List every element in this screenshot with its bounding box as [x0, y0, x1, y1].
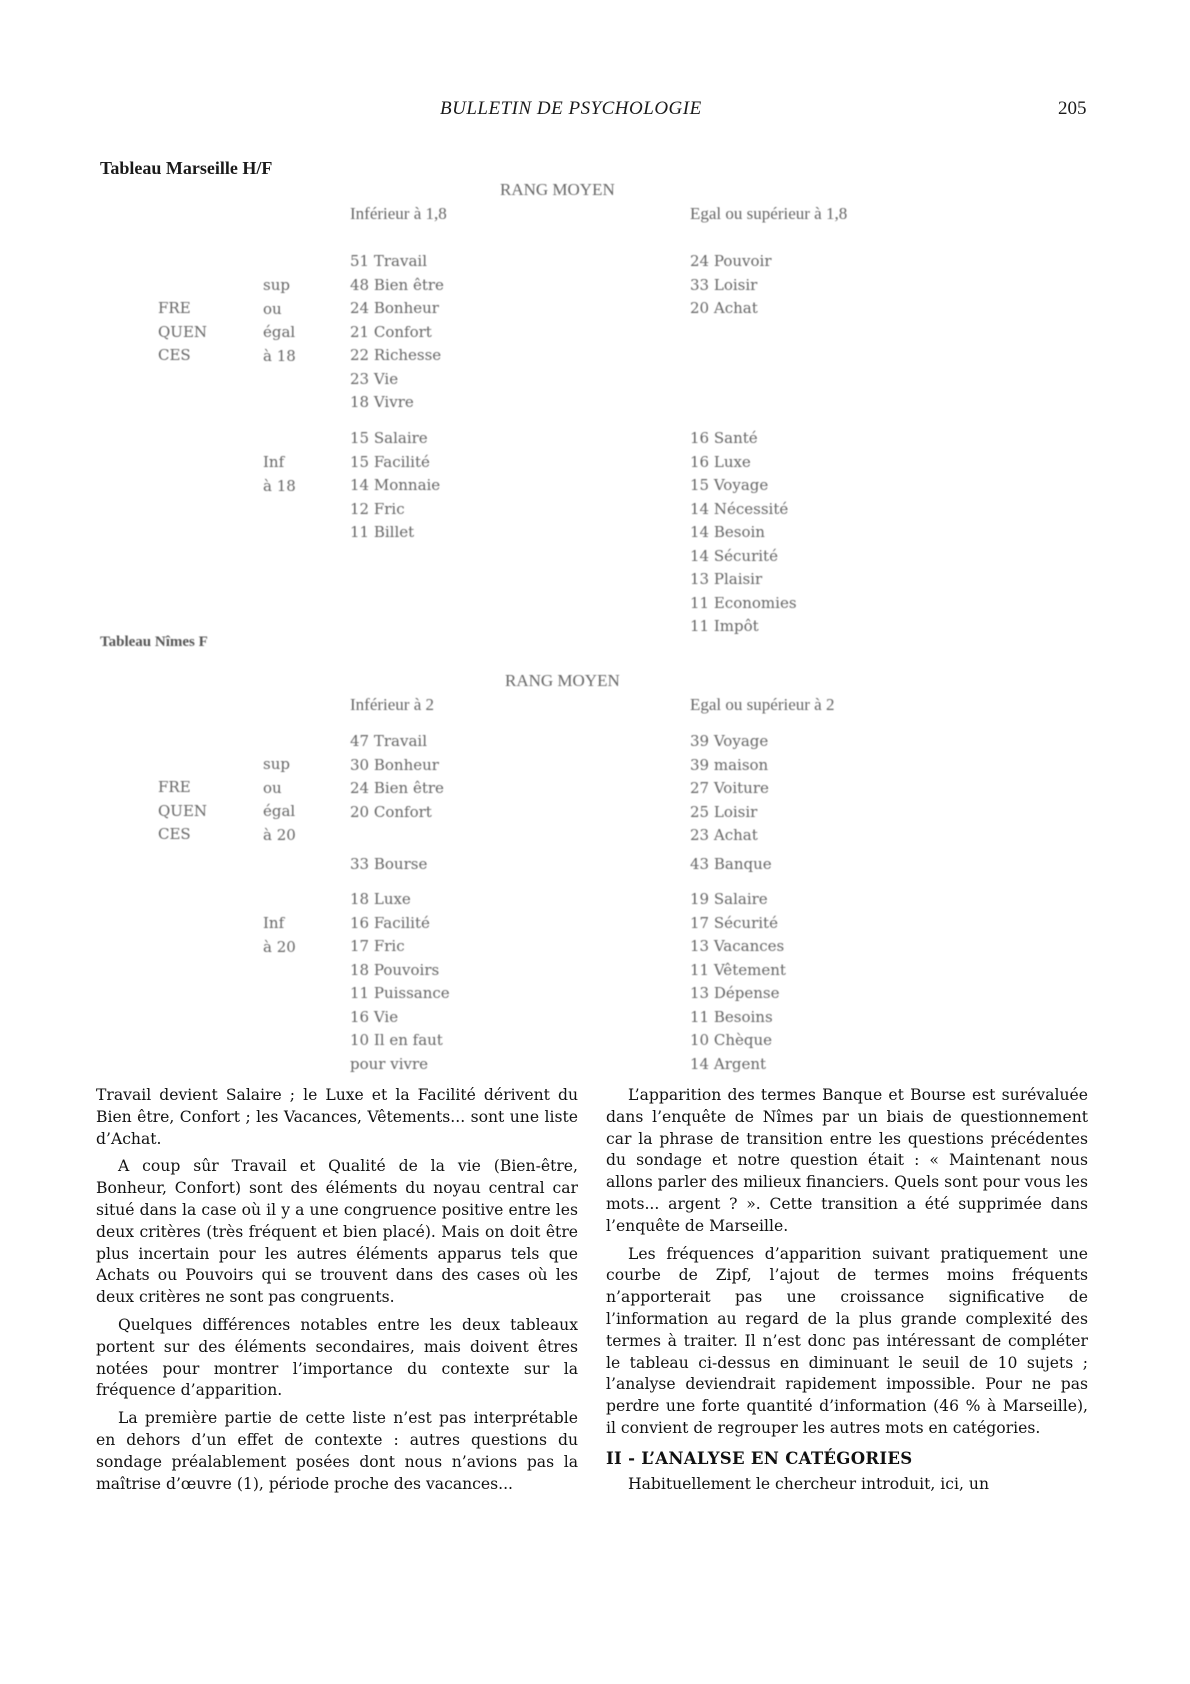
table-cell-entry: 14 Besoin [690, 523, 765, 541]
row-label-line: sup [263, 755, 290, 773]
freq-label-line: FRE [158, 778, 191, 796]
table-cell-entry: 15 Voyage [690, 476, 769, 494]
table-cell-entry: 16 Vie [350, 1007, 399, 1026]
table-marseille-rang-moyen: RANG MOYEN [500, 180, 615, 199]
table-nimes-title: Tableau Nîmes F [100, 634, 208, 650]
table-cell-entry: 23 Vie [350, 369, 399, 388]
table-cell-entry: 18 Vivre [350, 393, 414, 411]
table-cell-entry: 15 Facilité [350, 452, 430, 471]
paragraph: A coup sûr Travail et Qualité de la vie (Bien-être, Bonheur, Confort) sont des éléments du noyau central car situé dans la case où il y a une congruence positive entre les deux critères (très fréquent et bien placé). Mais on doit être plus incertain pour les autres éléments apparus tels que Achats ou Pouvoirs qui se trouvent dans des cases où les deux critères ne sont pas congruents. [96, 1157, 578, 1307]
table-cell-entry: 16 Facilité [350, 913, 430, 932]
table-cell-entry: 11 Impôt [690, 617, 759, 635]
table-cell-entry: 13 Vacances [690, 937, 785, 955]
row-label-line: sup [263, 276, 290, 294]
journal-title: BULLETIN DE PSYCHOLOGIE [440, 98, 702, 119]
freq-label-line: CES [158, 825, 191, 843]
table-cell-entry: 11 Puissance [350, 984, 450, 1002]
table-cell-entry: 11 Vêtement [690, 960, 786, 979]
row-label-line: égal [263, 802, 296, 820]
table-cell-entry: 39 maison [690, 755, 769, 774]
table-nimes-inf-low [350, 888, 450, 1076]
table-nimes-sup-high [690, 730, 769, 848]
table-cell-entry: 21 Confort [350, 322, 432, 341]
table-cell-entry: 14 Monnaie [350, 476, 441, 494]
table-cell-entry: 13 Plaisir [690, 570, 763, 588]
table-nimes-rang-moyen: RANG MOYEN [505, 671, 620, 690]
table-nimes-row-sup-label [263, 753, 296, 847]
table-cell-entry: 14 Argent [690, 1054, 767, 1073]
table-cell-entry: 24 Bonheur [350, 299, 439, 317]
table-marseille-sup-high [690, 250, 772, 321]
table-nimes-inf-high [690, 888, 786, 1076]
table-cell-entry: pour vivre [350, 1054, 429, 1073]
table-cell-entry: 47 Travail [350, 732, 427, 750]
table-cell-entry: 11 Billet [350, 523, 415, 541]
paragraph: Les fréquences d’apparition suivant pratiquement une courbe de Zipf, l’ajout de termes moins fréquents n’apporterait pas une croissance significative de l’information au regard de la plus grande complexité des termes à traiter. Il n’est donc pas intéressant de compléter le tableau ci-dessus en diminuant le seuil de 10 sujets ; l’analyse deviendrait rapidement impossible. Pour ne pas perdre une forte quantité d’information (46 % à Marseille), il convient de regrouper les autres mots en catégories. [606, 1244, 1088, 1437]
table-cell-entry: 11 Economies [690, 593, 797, 612]
table-nimes-extra-high: 43 Banque [690, 855, 772, 873]
row-label-line: à 20 [263, 825, 296, 844]
freq-label-line: FRE [158, 299, 191, 317]
table-cell-entry: 12 Fric [350, 499, 405, 518]
table-cell-entry: 24 Pouvoir [690, 252, 772, 270]
table-marseille-row-sup-label [263, 274, 296, 368]
table-cell-entry: 20 Confort [350, 802, 432, 821]
table-cell-entry: 51 Travail [350, 252, 427, 270]
row-label-line: ou [263, 299, 282, 318]
table-cell-entry: 18 Pouvoirs [350, 960, 440, 979]
table-cell-entry: 17 Sécurité [690, 913, 778, 932]
table-cell-entry: 16 Santé [690, 429, 758, 447]
page-number: 205 [1058, 98, 1087, 119]
row-label-line: à 20 [263, 937, 296, 956]
paragraph: La première partie de cette liste n’est pas interprétable en dehors d’un effet de contexte : autres questions du sondage préalablement posées dont nous n’avions pas la maîtrise d’œuvre (1), période proche des vacances... [96, 1409, 578, 1493]
paragraph: L’apparition des termes Banque et Bourse est surévaluée dans l’enquête de Nîmes par un biais de questionnement car la phrase de transition entre les questions précédentes du sondage et notre question était : « Maintenant nous allons parler des milieux financiers. Quels sont pour vous les mots... argent ? ». Cette transition a été supprimée dans l’enquête de Marseille. [606, 1086, 1088, 1235]
table-cell-entry: 18 Luxe [350, 890, 411, 908]
table-cell-entry: 13 Dépense [690, 984, 780, 1002]
table-cell-entry: 14 Sécurité [690, 546, 778, 565]
row-label-line: à 18 [263, 346, 296, 365]
freq-label-line: QUEN [158, 322, 208, 341]
left-column [96, 1085, 578, 1501]
table-marseille-inf-high [690, 427, 797, 639]
table-nimes-sup-low [350, 730, 444, 824]
row-label-line: à 18 [263, 476, 296, 495]
table-nimes-extra-low: 33 Bourse [350, 855, 428, 873]
table-cell-entry: 10 Il en faut [350, 1031, 443, 1049]
paragraph: Quelques différences notables entre les deux tableaux portent sur des éléments secondaires, mais doivent êtres notées pour montrer l’importance du contexte sur la fréquence d’apparition. [96, 1315, 578, 1400]
table-marseille-title: Tableau Marseille H/F [100, 158, 273, 178]
row-label-line: Inf [263, 914, 285, 932]
table-cell-entry: 22 Richesse [350, 346, 442, 364]
table-cell-entry: 25 Loisir [690, 802, 758, 821]
table-nimes-freq-label [158, 776, 207, 847]
table-nimes-col-high-header: Egal ou supérieur à 2 [690, 695, 835, 714]
table-marseille-col-low-header: Inférieur à 1,8 [350, 204, 447, 223]
table-nimes-row-inf-label [263, 912, 296, 959]
row-label-line: Inf [263, 453, 285, 471]
table-marseille-row-inf-label [263, 451, 296, 498]
table-cell-entry: 48 Bien être [350, 275, 444, 294]
table-cell-entry: 11 Besoins [690, 1007, 773, 1026]
paragraph: Travail devient Salaire ; le Luxe et la Facilité dérivent du Bien être, Confort ; les Vacances, Vêtements... sont une liste d’Achat. [96, 1086, 578, 1148]
table-marseille-inf-low [350, 427, 440, 545]
table-cell-entry: 24 Bien être [350, 779, 444, 797]
table-cell-entry: 30 Bonheur [350, 755, 439, 774]
table-cell-entry: 19 Salaire [690, 890, 768, 908]
table-cell-entry: 15 Salaire [350, 429, 428, 447]
table-cell-entry: 33 Loisir [690, 275, 758, 294]
row-label-line: égal [263, 323, 296, 341]
table-cell-entry: 27 Voiture [690, 779, 769, 797]
table-cell-entry: 23 Achat [690, 826, 758, 844]
row-label-line: ou [263, 778, 282, 797]
right-column [606, 1085, 1088, 1501]
section-heading: II - L’ANALYSE EN CATÉGORIES [606, 1448, 913, 1468]
table-nimes-col-low-header: Inférieur à 2 [350, 695, 435, 714]
table-cell-entry: 20 Achat [690, 299, 758, 317]
table-marseille-sup-low [350, 250, 444, 415]
freq-label-line: CES [158, 346, 191, 364]
table-marseille-freq-label [158, 297, 207, 368]
table-cell-entry: 17 Fric [350, 937, 405, 955]
freq-label-line: QUEN [158, 801, 208, 820]
table-cell-entry: 14 Nécessité [690, 499, 789, 518]
paragraph: Habituellement le chercheur introduit, ici, un [628, 1474, 990, 1493]
table-marseille-col-high-header: Egal ou supérieur à 1,8 [690, 204, 848, 223]
table-cell-entry: 10 Chèque [690, 1031, 773, 1049]
table-cell-entry: 39 Voyage [690, 732, 769, 750]
table-cell-entry: 16 Luxe [690, 452, 751, 471]
